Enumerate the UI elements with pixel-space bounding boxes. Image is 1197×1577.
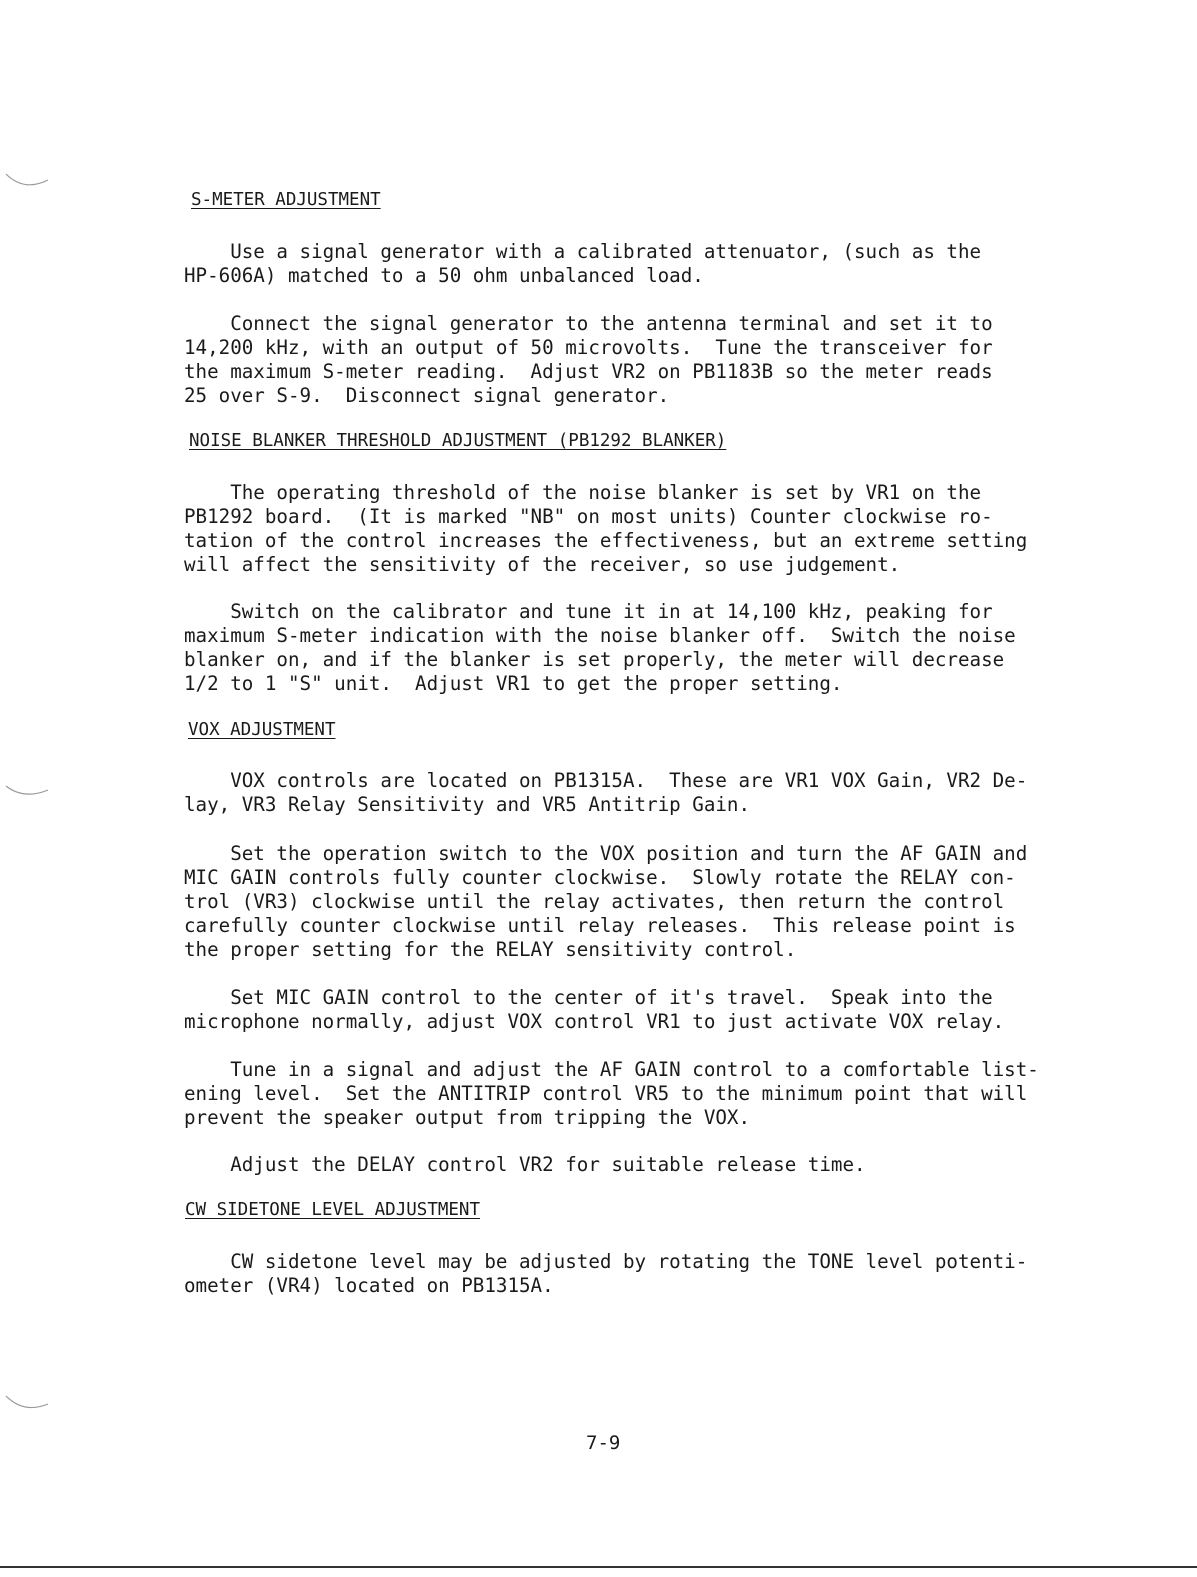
- text-line: Set MIC GAIN control to the center of it's travel. Speak into the: [184, 986, 993, 1009]
- paragraph: [184, 1153, 1064, 1177]
- text-line: VOX controls are located on PB1315A. These are VR1 VOX Gain, VR2 De-: [184, 769, 1028, 792]
- text-line: Switch on the calibrator and tune it in at 14,100 kHz, peaking for: [184, 600, 993, 623]
- text-line: Tune in a signal and adjust the AF GAIN control to a comfortable list-: [184, 1058, 1039, 1081]
- page-number: 7-9: [586, 1432, 621, 1454]
- text-line: MIC GAIN controls fully counter clockwise. Slowly rotate the RELAY con-: [184, 866, 1016, 889]
- text-line: 25 over S-9. Disconnect signal generator.: [184, 384, 670, 407]
- text-line: tation of the control increases the effectiveness, but an extreme setting: [184, 529, 1028, 552]
- text-line: CW sidetone level may be adjusted by rotating the TONE level potenti-: [184, 1250, 1028, 1273]
- paragraph: [184, 769, 1064, 817]
- text-line: ening level. Set the ANTITRIP control VR5 to the minimum point that will: [184, 1082, 1028, 1105]
- paragraph: [184, 312, 1064, 408]
- text-line: 1/2 to 1 "S" unit. Adjust VR1 to get the proper setting.: [184, 672, 843, 695]
- text-line: 14,200 kHz, with an output of 50 microvolts. Tune the transceiver for: [184, 336, 993, 359]
- paragraph: [184, 1250, 1064, 1298]
- text-line: trol (VR3) clockwise until the relay activates, then return the control: [184, 890, 1005, 913]
- text-line: blanker on, and if the blanker is set properly, the meter will decrease: [184, 648, 1005, 671]
- text-line: microphone normally, adjust VOX control VR1 to just activate VOX relay.: [184, 1010, 1005, 1033]
- text-line: Adjust the DELAY control VR2 for suitable release time.: [184, 1153, 866, 1176]
- text-line: the proper setting for the RELAY sensitivity control.: [184, 938, 797, 961]
- section-heading-noise-blanker: NOISE BLANKER THRESHOLD ADJUSTMENT (PB1292 BLANKER): [189, 431, 727, 451]
- text-line: the maximum S-meter reading. Adjust VR2 on PB1183B so the meter reads: [184, 360, 993, 383]
- bottom-rule: [0, 1566, 1197, 1568]
- text-line: The operating threshold of the noise blanker is set by VR1 on the: [184, 481, 982, 504]
- section-heading-cw-sidetone: CW SIDETONE LEVEL ADJUSTMENT: [185, 1200, 481, 1220]
- binder-hole-mark-middle: [4, 782, 52, 802]
- text-line: Connect the signal generator to the antenna terminal and set it to: [184, 312, 993, 335]
- text-line: ometer (VR4) located on PB1315A.: [184, 1274, 554, 1297]
- text-line: HP-606A) matched to a 50 ohm unbalanced load.: [184, 264, 704, 287]
- paragraph: [184, 240, 1064, 288]
- text-line: prevent the speaker output from tripping the VOX.: [184, 1106, 751, 1129]
- text-line: maximum S-meter indication with the noise blanker off. Switch the noise: [184, 624, 1016, 647]
- section-heading-s-meter: S-METER ADJUSTMENT: [191, 190, 381, 210]
- text-line: lay, VR3 Relay Sensitivity and VR5 Antitrip Gain.: [184, 793, 751, 816]
- paragraph: [184, 600, 1064, 696]
- text-line: Use a signal generator with a calibrated attenuator, (such as the: [184, 240, 982, 263]
- text-line: Set the operation switch to the VOX position and turn the AF GAIN and: [184, 842, 1028, 865]
- paragraph: [184, 481, 1064, 577]
- paragraph: [184, 842, 1064, 962]
- binder-hole-mark-top: [4, 170, 52, 190]
- text-line: carefully counter clockwise until relay releases. This release point is: [184, 914, 1016, 937]
- binder-hole-mark-bottom: [4, 1392, 52, 1412]
- text-line: will affect the sensitivity of the receiver, so use judgement.: [184, 553, 901, 576]
- paragraph: [184, 986, 1064, 1034]
- text-line: PB1292 board. (It is marked "NB" on most units) Counter clockwise ro-: [184, 505, 993, 528]
- section-heading-vox: VOX ADJUSTMENT: [188, 720, 336, 740]
- paragraph: [184, 1058, 1064, 1130]
